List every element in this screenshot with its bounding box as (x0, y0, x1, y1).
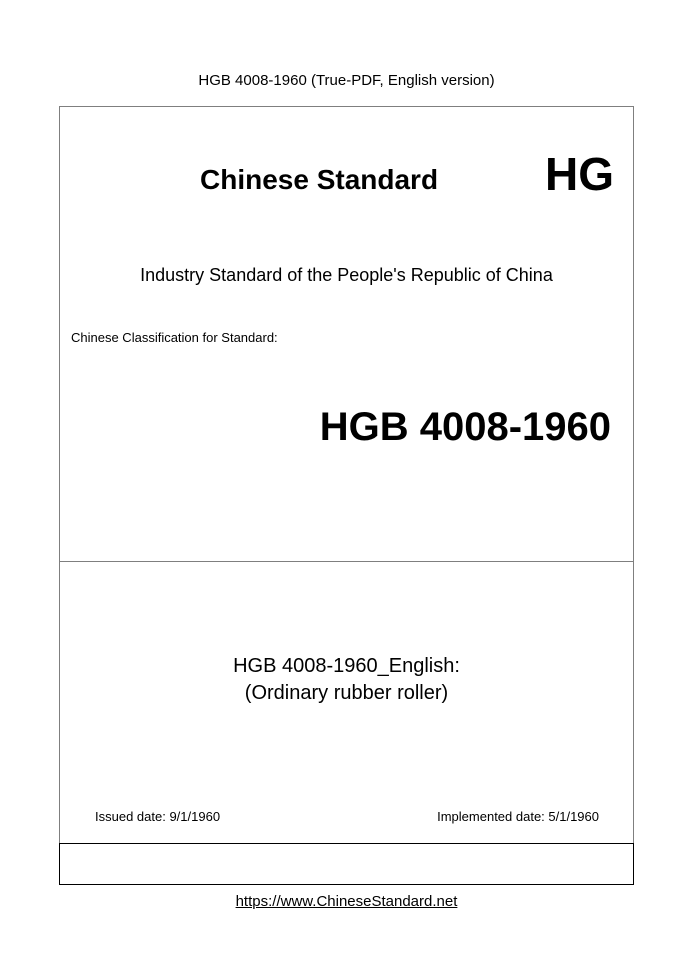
page-header: HGB 4008-1960 (True-PDF, English version) (198, 72, 495, 89)
document-title: Chinese Standard (200, 164, 439, 195)
implemented-date: Implemented date: 5/1/1960 (437, 809, 599, 824)
english-title-line-2: (Ordinary rubber roller) (244, 682, 449, 704)
english-title-line-1: HGB 4008-1960_English: (233, 655, 460, 677)
classification-label: Chinese Classification for Standard: (71, 330, 278, 345)
english-title (60, 653, 633, 707)
cover-middle-panel (60, 562, 633, 843)
standard-number: HGB 4008-1960 (319, 405, 611, 449)
document-subtitle: Industry Standard of the People's Republic of China (140, 265, 553, 285)
website-link[interactable]: https://www.ChineseStandard.net (235, 893, 458, 910)
footer (0, 893, 693, 910)
category-code: HG (545, 148, 614, 200)
issued-date: Issued date: 9/1/1960 (95, 809, 221, 824)
cover-top-panel (60, 107, 633, 562)
cover-bottom-panel (59, 843, 634, 885)
cover-frame (59, 106, 634, 885)
